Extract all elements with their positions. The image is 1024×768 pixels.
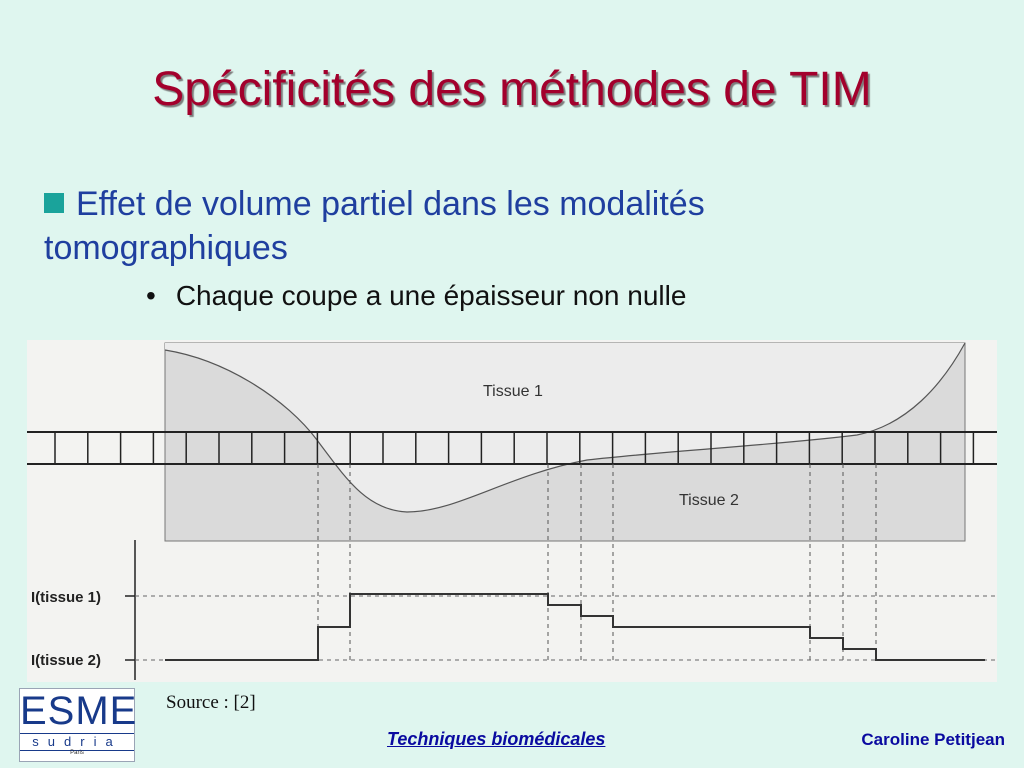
partial-volume-figure: [27, 340, 997, 682]
logo-name: ESME: [20, 689, 138, 733]
slide-title: Spécificités des méthodes de TIM: [152, 63, 872, 116]
bullet-sub-text: Chaque coupe a une épaisseur non nulle: [175, 280, 687, 311]
bullet-main-text: Effet de volume partiel dans les modalités tomographiques: [44, 185, 705, 267]
footer-course: Techniques biomédicales: [387, 729, 606, 749]
figure-source: Source : [2]: [166, 692, 256, 713]
logo-subtitle: sudria: [20, 733, 134, 751]
partial-volume-diagram: [27, 340, 997, 682]
tissue1-label: Tissue 1: [483, 383, 543, 400]
intensity-step-profile: [165, 594, 985, 660]
bullet-dot-icon: •: [146, 280, 156, 311]
tissue2-label: Tissue 2: [679, 492, 739, 509]
footer-author: Caroline Petitjean: [861, 730, 1005, 749]
logo-city: Paris: [70, 750, 84, 756]
bullet-square-icon: [44, 193, 64, 213]
bullet-main: [44, 182, 944, 270]
i-tissue1-label: I(tissue 1): [31, 589, 102, 606]
i-tissue2-label: I(tissue 2): [31, 652, 102, 669]
esme-logo: [19, 688, 138, 762]
bullet-sub: [146, 280, 686, 312]
